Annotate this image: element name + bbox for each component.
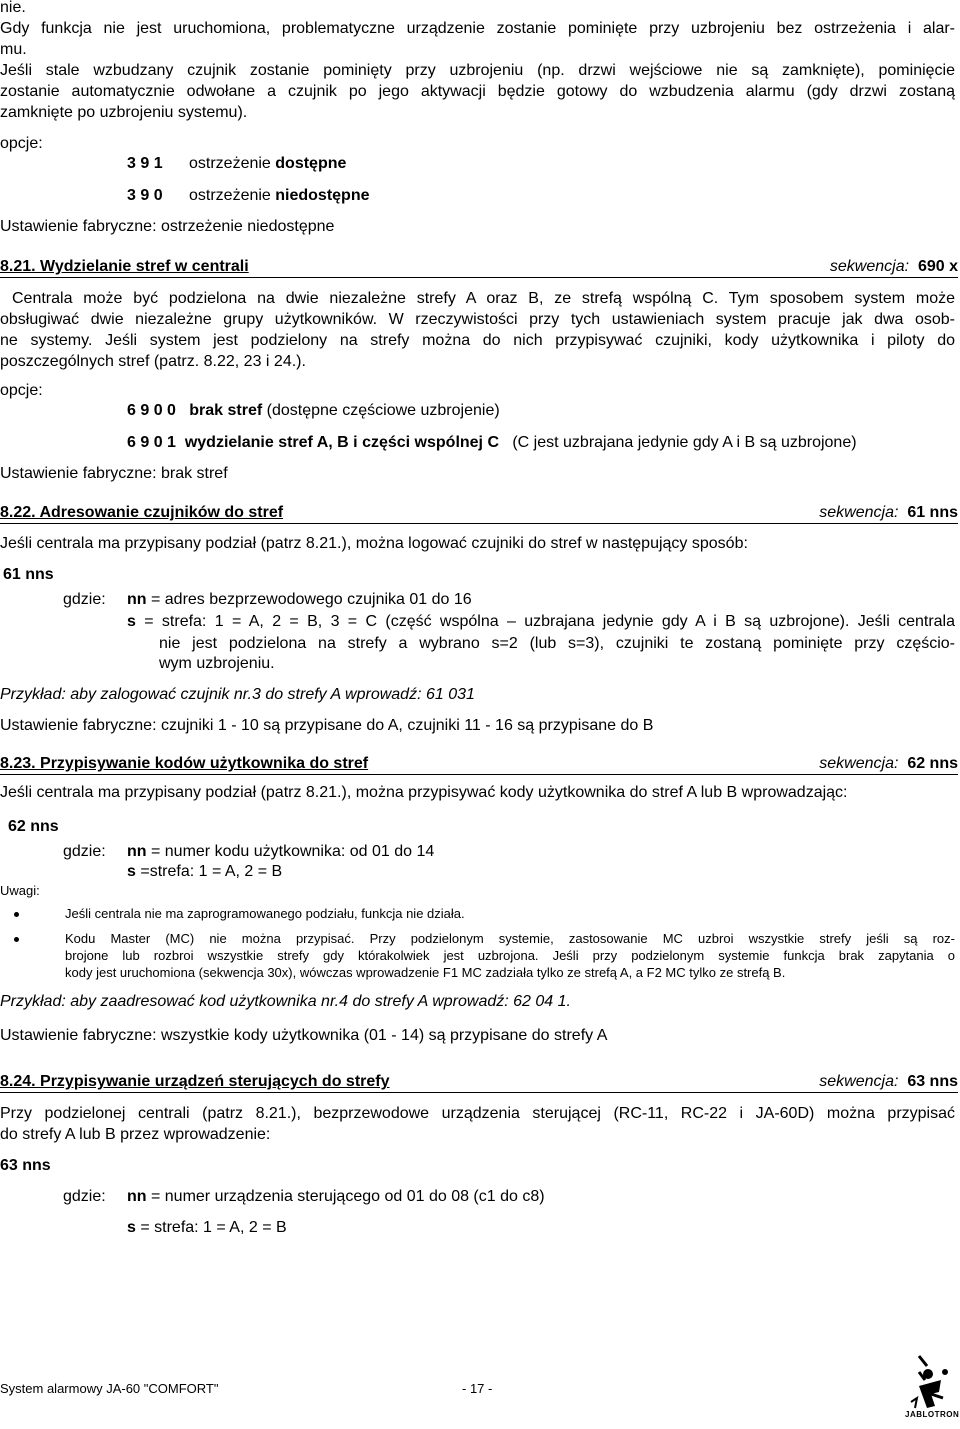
section-title: 8.23. Przypisywanie kodów użytkownika do stref [0, 755, 369, 772]
param-nn: nn = numer kodu użytkownika: od 01 do 14 [127, 843, 435, 860]
param-s-continued: wym uzbrojeniu. [159, 655, 275, 672]
options-label: opcje: [0, 135, 43, 152]
paragraph-line: Jeśli centrala ma przypisany podział (patrz 8.21.), można logować czujniki do stref w następujący sposób: [0, 535, 748, 552]
param-s: s =strefa: 1 = A, 2 = B [127, 863, 283, 880]
page-number: - 17 - [462, 1381, 493, 1396]
section-header-8-24 [0, 1072, 958, 1093]
section-header-8-21 [0, 257, 958, 278]
logo-wordmark: JABLOTRON [905, 1410, 960, 1419]
paragraph-line: Przy podzielonej centrali (patrz 8.21.), bezprzewodowe urządzenia sterującej (RC-11, RC-22 i JA-60D) można przypisać [0, 1105, 955, 1122]
example: Przykład: aby zaadresować kod użytkownika nr.4 do strefy A wprowadź: 62 04 1. [0, 993, 571, 1010]
option-6901: 6 9 0 1 wydzielanie stref A, B i części wspólnej C (C jest uzbrajana jedynie gdy A i B są uzbrojone) [127, 434, 857, 451]
paragraph-line: do strefy A lub B przez wprowadzenie: [0, 1126, 271, 1143]
note-item-continued: brojone lub rozbroi wszystkie strefy gdy którakolwiek jest uzbrojona. Jeśli przy podzielonym systemie funkcja brak zapytania o [65, 948, 955, 963]
factory-setting: Ustawienie fabryczne: ostrzeżenie niedostępne [0, 218, 335, 235]
param-s-continued: nie jest podzielona na strefy a wybrano s=2 (lub s=3), czujniki te zostaną pominięte przy częścio- [159, 635, 955, 652]
section-header-8-23 [0, 754, 958, 775]
intro-line: Jeśli stale wzbudzany czujnik zostanie pominięty przy uzbrojeniu (np. drzwi wejściowe nie są zamknięte), pominięcie [0, 62, 955, 79]
sequence-code: 62 nns [8, 818, 59, 835]
intro-line: nie. [0, 0, 26, 16]
where-label: gdzie: [63, 843, 106, 860]
paragraph-line: obsługiwać dwie niezależne grupy użytkowników. W rzeczywistości przy tych ustawieniach system pracuje jak dwa osob- [0, 311, 955, 328]
intro-line: zostanie automatycznie odwołane a czujnik po jego aktywacji będzie gotowy do wzbudzenia alarmu (gdy drzwi zostaną [0, 83, 955, 100]
footer-doc-name: System alarmowy JA-60 "COMFORT" [0, 1381, 219, 1396]
where-label: gdzie: [63, 591, 106, 608]
option-description: ostrzeżenie niedostępne [189, 187, 370, 204]
option-6900: 6 9 0 0 brak stref (dostępne częściowe uzbrojenie) [127, 402, 500, 419]
paragraph-line: Centrala może być podzielona na dwie niezależne strefy A oraz B, ze strefą wspólną C. Tym sposobem system może [12, 290, 955, 307]
sequence-info: sekwencja: 62 nns [819, 755, 958, 772]
factory-setting: Ustawienie fabryczne: wszystkie kody użytkownika (01 - 14) są przypisane do strefy A [0, 1027, 608, 1044]
sequence-code: 61 nns [3, 566, 54, 583]
section-header-8-22 [0, 503, 958, 524]
bullet-icon [14, 912, 19, 917]
example: Przykład: aby zalogować czujnik nr.3 do strefy A wprowadź: 61 031 [0, 686, 475, 703]
intro-line: zamknięte po uzbrojeniu systemu). [0, 104, 248, 121]
param-nn: nn = numer urządzenia sterującego od 01 do 08 (c1 do c8) [127, 1188, 545, 1205]
paragraph-line: poszczególnych stref (patrz. 8.22, 23 i 24.). [0, 353, 306, 370]
param-nn: nn = adres bezprzewodowego czujnika 01 do 16 [127, 591, 472, 608]
sequence-info: sekwencja: 690 x [829, 258, 958, 275]
where-label: gdzie: [63, 1188, 106, 1205]
section-title: 8.21. Wydzielanie stref w centrali [0, 258, 249, 275]
note-item-continued: kody jest uruchomiona (sekwencja 30x), wówczas wprowadzenie F1 MC zadziała tylko ze strefą A, a F2 MC tylko ze strefą B. [65, 965, 786, 980]
note-item: Kodu Master (MC) nie można przypisać. Przy podzielonym systemie, zastosowanie MC uzbroi wszystkie strefy jeśli są roz- [65, 931, 955, 946]
factory-setting: Ustawienie fabryczne: brak stref [0, 465, 228, 482]
intro-line: mu. [0, 41, 27, 58]
section-title: 8.22. Adresowanie czujników do stref [0, 504, 284, 521]
intro-line: Gdy funkcja nie jest uruchomiona, problematyczne urządzenie zostanie pominięte przy uzbrojeniu bez ostrzeżenia i alar- [0, 20, 955, 37]
options-label: opcje: [0, 382, 43, 399]
sequence-code: 63 nns [0, 1157, 51, 1174]
option-description: ostrzeżenie dostępne [189, 155, 347, 172]
section-title: 8.24. Przypisywanie urządzeń sterujących do strefy [0, 1073, 390, 1090]
bullet-icon [14, 937, 19, 942]
notes-label: Uwagi: [0, 883, 40, 898]
factory-setting: Ustawienie fabryczne: czujniki 1 - 10 są przypisane do A, czujniki 11 - 16 są przypisane do B [0, 717, 654, 734]
option-code: 3 9 1 [127, 155, 163, 172]
jablotron-logo [905, 1352, 960, 1424]
option-code: 3 9 0 [127, 187, 163, 204]
paragraph-line: ne systemy. Jeśli system jest podzielony na strefy można do nich przypisywać czujniki, kody użytkownika i piloty do [0, 332, 955, 349]
sequence-info: sekwencja: 61 nns [819, 504, 958, 521]
paragraph-line: Jeśli centrala ma przypisany podział (patrz 8.21.), można przypisywać kody użytkownika do stref A lub B wprowadzając: [0, 784, 848, 801]
sequence-info: sekwencja: 63 nns [819, 1073, 958, 1090]
param-s: s = strefa: 1 = A, 2 = B, 3 = C (część wspólna – uzbrajana jedynie gdy A i B są uzbrojone). Jeśli centrala [127, 613, 955, 630]
note-item: Jeśli centrala nie ma zaprogramowanego podziału, funkcja nie działa. [65, 906, 465, 921]
param-s: s = strefa: 1 = A, 2 = B [127, 1219, 287, 1236]
